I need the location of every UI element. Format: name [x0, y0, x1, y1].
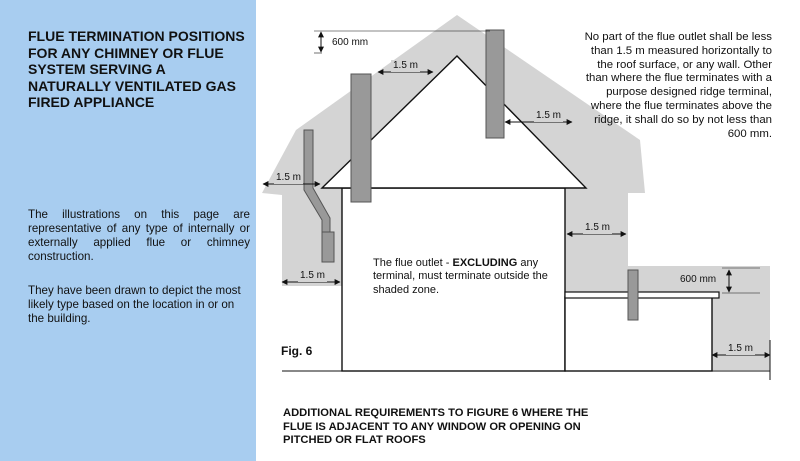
sidebar-title: FLUE TERMINATION POSITIONS FOR ANY CHIMNEY OR FLUE SYSTEM SERVING A NATURALLY VENTILATED GAS FIRED APPLIANCE: [28, 28, 245, 111]
sidebar-paragraph-2: They have been drawn to depict the most likely type based on the location in or on the building.: [28, 284, 241, 325]
flue-external-joint: [322, 232, 334, 262]
dim-label-flat-600: 600 mm: [680, 274, 717, 285]
flue-outlet-text: [373, 257, 553, 297]
flue-outlet-text-suffix: any terminal, must terminate outside the shaded zone.: [373, 257, 548, 296]
flue-flat-roof: [628, 270, 638, 320]
dim-label-eave-left: 1.5 m: [276, 172, 302, 183]
sidebar-panel: [0, 0, 256, 461]
shaded-zone-flat-right: [712, 296, 770, 370]
dim-label-ridge-left: 1.5 m: [393, 60, 419, 71]
dim-label-ridge-right: 1.5 m: [536, 110, 562, 121]
dim-label-flat-right: 1.5 m: [728, 343, 754, 354]
sidebar-paragraph-1: The illustrations on this page are representative of any type of internally or externally applied flue or chimney construction.: [28, 208, 250, 263]
flue-left-chimney: [351, 74, 371, 202]
flue-right-chimney: [486, 30, 504, 138]
dim-label-wall-left: 1.5 m: [300, 270, 326, 281]
flue-outlet-text-prefix: The flue outlet -: [373, 257, 453, 269]
footer-text: ADDITIONAL REQUIREMENTS TO FIGURE 6 WHERE THE FLUE IS ADJACENT TO ANY WINDOW OR OPENING ON PITCHED OR FLAT ROOFS: [283, 407, 589, 447]
flat-roof: [565, 292, 719, 298]
flue-note: No part of the flue outlet shall be less than 1.5 m measured horizontally to the roof surface, or any wall. Other than where the flue terminates with a purpose designed ridge terminal, where the flue terminates above the ridge, it shall do so by not less than 600 mm.: [584, 31, 772, 140]
figure-label: Fig. 6: [281, 344, 313, 358]
flue-outlet-text-bold: EXCLUDING: [452, 257, 518, 269]
dim-label-top-600: 600 mm: [332, 37, 369, 48]
dim-label-wall-right: 1.5 m: [585, 222, 611, 233]
